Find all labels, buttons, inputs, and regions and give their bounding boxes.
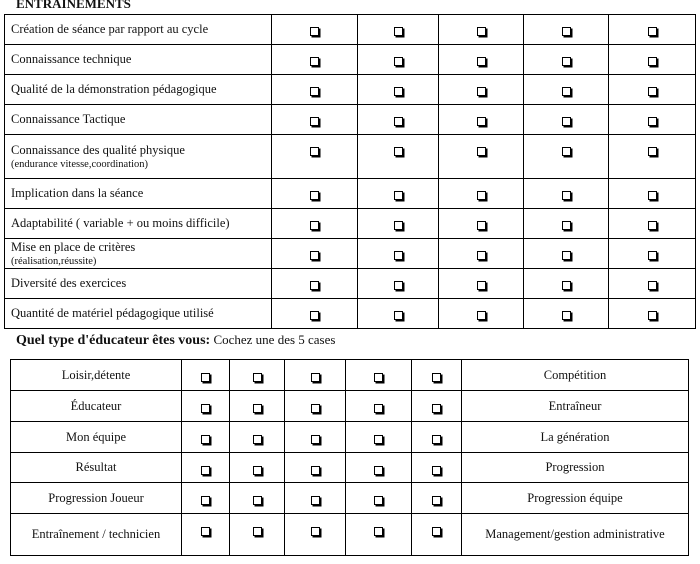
rating-cell xyxy=(439,105,524,135)
rating-cell xyxy=(272,135,358,179)
rating-cell xyxy=(358,209,439,239)
checkbox-icon[interactable] xyxy=(394,281,403,290)
educator-left-label: Mon équipe xyxy=(11,422,182,453)
criterion-detail: (réalisation,réussite) xyxy=(11,256,97,267)
checkbox-icon[interactable] xyxy=(394,221,403,230)
rating-cell xyxy=(272,299,358,329)
checkbox-icon[interactable] xyxy=(394,251,403,260)
criterion-label: Mise en place de critères xyxy=(11,240,136,254)
checkbox-icon[interactable] xyxy=(374,496,383,505)
checkbox-icon[interactable] xyxy=(201,496,210,505)
training-criterion xyxy=(5,105,272,135)
educator-right-label: La génération xyxy=(462,422,689,453)
checkbox-icon[interactable] xyxy=(432,373,441,382)
educator-type-table xyxy=(10,359,689,556)
rating-cell xyxy=(609,299,696,329)
choice-cell xyxy=(182,360,230,391)
rating-cell xyxy=(439,299,524,329)
rating-cell xyxy=(439,209,524,239)
rating-cell xyxy=(358,105,439,135)
rating-cell xyxy=(439,75,524,105)
checkbox-icon[interactable] xyxy=(311,435,320,444)
checkbox-icon[interactable] xyxy=(648,27,657,36)
rating-cell xyxy=(272,45,358,75)
choice-cell xyxy=(412,453,462,483)
criterion-label: Connaissance technique xyxy=(11,52,132,66)
rating-cell xyxy=(439,15,524,45)
rating-cell xyxy=(272,75,358,105)
checkbox-icon[interactable] xyxy=(562,221,571,230)
rating-cell xyxy=(439,239,524,269)
rating-cell xyxy=(524,269,609,299)
question-instruction: Cochez une des 5 cases xyxy=(210,332,336,347)
educator-left-label: Éducateur xyxy=(11,391,182,422)
choice-cell xyxy=(285,360,346,391)
educator-right-label: Management/gestion administrative xyxy=(462,514,689,556)
training-criterion xyxy=(5,269,272,299)
training-row xyxy=(5,105,696,135)
checkbox-icon[interactable] xyxy=(253,466,262,475)
choice-cell xyxy=(230,483,285,514)
training-criterion xyxy=(5,135,272,179)
rating-cell xyxy=(524,75,609,105)
checkbox-icon[interactable] xyxy=(477,87,486,96)
training-row xyxy=(5,75,696,105)
checkbox-icon[interactable] xyxy=(562,311,571,320)
checkbox-icon[interactable] xyxy=(394,27,403,36)
training-row xyxy=(5,15,696,45)
choice-cell xyxy=(346,453,412,483)
choice-cell xyxy=(230,360,285,391)
rating-cell xyxy=(609,105,696,135)
educator-left-label: Progression Joueur xyxy=(11,483,182,514)
rating-cell xyxy=(524,179,609,209)
checkbox-icon[interactable] xyxy=(648,117,657,126)
rating-cell xyxy=(609,239,696,269)
criterion-label: Connaissance des qualité physique xyxy=(11,143,185,157)
checkbox-icon[interactable] xyxy=(374,404,383,413)
training-row xyxy=(5,299,696,329)
rating-cell xyxy=(609,15,696,45)
choice-cell xyxy=(346,391,412,422)
checkbox-icon[interactable] xyxy=(394,191,403,200)
checkbox-icon[interactable] xyxy=(432,496,441,505)
checkbox-icon[interactable] xyxy=(374,527,383,536)
choice-cell xyxy=(230,391,285,422)
training-criterion xyxy=(5,75,272,105)
checkbox-icon[interactable] xyxy=(648,221,657,230)
rating-cell xyxy=(358,75,439,105)
rating-cell xyxy=(439,269,524,299)
checkbox-icon[interactable] xyxy=(477,221,486,230)
checkbox-icon[interactable] xyxy=(374,466,383,475)
rating-cell xyxy=(358,269,439,299)
choice-cell xyxy=(412,360,462,391)
choice-cell xyxy=(412,391,462,422)
rating-cell xyxy=(439,179,524,209)
checkbox-icon[interactable] xyxy=(477,251,486,260)
rating-cell xyxy=(272,15,358,45)
checkbox-icon[interactable] xyxy=(562,57,571,66)
training-criterion xyxy=(5,15,272,45)
choice-cell xyxy=(285,483,346,514)
rating-cell xyxy=(272,105,358,135)
rating-cell xyxy=(358,299,439,329)
checkbox-icon[interactable] xyxy=(310,27,319,36)
checkbox-icon[interactable] xyxy=(394,147,403,156)
checkbox-icon[interactable] xyxy=(432,466,441,475)
choice-cell xyxy=(285,453,346,483)
checkbox-icon[interactable] xyxy=(310,117,319,126)
checkbox-icon[interactable] xyxy=(562,191,571,200)
educator-question xyxy=(16,331,335,350)
training-row xyxy=(5,179,696,209)
checkbox-icon[interactable] xyxy=(311,527,320,536)
rating-cell xyxy=(358,15,439,45)
checkbox-icon[interactable] xyxy=(310,57,319,66)
checkbox-icon[interactable] xyxy=(394,57,403,66)
rating-cell xyxy=(609,269,696,299)
criterion-detail: (endurance vitesse,coordination) xyxy=(11,159,149,170)
rating-cell xyxy=(272,209,358,239)
rating-cell xyxy=(609,209,696,239)
training-criterion xyxy=(5,209,272,239)
checkbox-icon[interactable] xyxy=(562,147,571,156)
choice-cell xyxy=(182,422,230,453)
checkbox-icon[interactable] xyxy=(310,87,319,96)
criterion-label: Adaptabilité ( variable + ou moins difficile) xyxy=(11,216,230,230)
choice-cell xyxy=(412,483,462,514)
rating-cell xyxy=(358,45,439,75)
criterion-label: Connaissance Tactique xyxy=(11,112,126,126)
checkbox-icon[interactable] xyxy=(562,87,571,96)
criterion-label: Diversité des exercices xyxy=(11,276,127,290)
checkbox-icon[interactable] xyxy=(310,147,319,156)
checkbox-icon[interactable] xyxy=(201,466,210,475)
checkbox-icon[interactable] xyxy=(477,57,486,66)
criterion-label: Création de séance par rapport au cycle xyxy=(11,22,209,36)
checkbox-icon[interactable] xyxy=(477,311,486,320)
training-row xyxy=(5,135,696,179)
educator-right-label: Progression xyxy=(462,453,689,483)
checkbox-icon[interactable] xyxy=(311,404,320,413)
checkbox-icon[interactable] xyxy=(562,281,571,290)
criterion-label: Quantité de matériel pédagogique utilisé xyxy=(11,306,214,320)
choice-cell xyxy=(285,514,346,556)
training-criterion xyxy=(5,239,272,269)
rating-cell xyxy=(439,45,524,75)
checkbox-icon[interactable] xyxy=(311,496,320,505)
choice-cell xyxy=(230,422,285,453)
choice-cell xyxy=(182,514,230,556)
rating-cell xyxy=(358,179,439,209)
educator-right-label: Progression équipe xyxy=(462,483,689,514)
checkbox-icon[interactable] xyxy=(394,87,403,96)
training-criterion xyxy=(5,299,272,329)
choice-cell xyxy=(346,483,412,514)
question-text: Quel type d'éducateur êtes vous: xyxy=(16,333,211,348)
rating-cell xyxy=(272,179,358,209)
rating-cell xyxy=(524,299,609,329)
checkbox-icon[interactable] xyxy=(253,435,262,444)
choice-cell xyxy=(285,422,346,453)
criterion-label: Qualité de la démonstration pédagogique xyxy=(11,82,217,96)
checkbox-icon[interactable] xyxy=(310,221,319,230)
training-row xyxy=(5,239,696,269)
rating-cell xyxy=(609,75,696,105)
checkbox-icon[interactable] xyxy=(374,435,383,444)
rating-cell xyxy=(524,209,609,239)
choice-cell xyxy=(412,514,462,556)
choice-cell xyxy=(182,391,230,422)
checkbox-icon[interactable] xyxy=(310,251,319,260)
checkbox-icon[interactable] xyxy=(477,147,486,156)
educator-left-label: Résultat xyxy=(11,453,182,483)
rating-cell xyxy=(609,135,696,179)
rating-cell xyxy=(272,269,358,299)
checkbox-icon[interactable] xyxy=(432,527,441,536)
educator-row xyxy=(11,391,689,422)
checkbox-icon[interactable] xyxy=(311,373,320,382)
checkbox-icon[interactable] xyxy=(648,147,657,156)
checkbox-icon[interactable] xyxy=(310,311,319,320)
checkbox-icon[interactable] xyxy=(374,373,383,382)
checkbox-icon[interactable] xyxy=(477,27,486,36)
training-row xyxy=(5,269,696,299)
choice-cell xyxy=(182,483,230,514)
choice-cell xyxy=(182,453,230,483)
educator-row xyxy=(11,422,689,453)
choice-cell xyxy=(230,514,285,556)
checkbox-icon[interactable] xyxy=(201,435,210,444)
checkbox-icon[interactable] xyxy=(432,435,441,444)
educator-right-label: Compétition xyxy=(462,360,689,391)
checkbox-icon[interactable] xyxy=(394,311,403,320)
checkbox-icon[interactable] xyxy=(310,281,319,290)
rating-cell xyxy=(358,135,439,179)
rating-cell xyxy=(609,179,696,209)
rating-cell xyxy=(524,135,609,179)
rating-cell xyxy=(524,239,609,269)
checkbox-icon[interactable] xyxy=(562,27,571,36)
checkbox-icon[interactable] xyxy=(477,281,486,290)
checkbox-icon[interactable] xyxy=(253,496,262,505)
checkbox-icon[interactable] xyxy=(253,527,262,536)
rating-cell xyxy=(439,135,524,179)
checkbox-icon[interactable] xyxy=(477,191,486,200)
choice-cell xyxy=(285,391,346,422)
checkbox-icon[interactable] xyxy=(253,373,262,382)
checkbox-icon[interactable] xyxy=(648,281,657,290)
choice-cell xyxy=(346,514,412,556)
checkbox-icon[interactable] xyxy=(562,117,571,126)
training-row xyxy=(5,209,696,239)
checkbox-icon[interactable] xyxy=(648,57,657,66)
educator-row xyxy=(11,453,689,483)
rating-cell xyxy=(524,105,609,135)
checkbox-icon[interactable] xyxy=(311,466,320,475)
choice-cell xyxy=(346,422,412,453)
checkbox-icon[interactable] xyxy=(253,404,262,413)
checkbox-icon[interactable] xyxy=(648,191,657,200)
training-table xyxy=(4,14,696,329)
educator-left-label: Loisir,détente xyxy=(11,360,182,391)
training-criterion xyxy=(5,45,272,75)
checkbox-icon[interactable] xyxy=(648,251,657,260)
checkbox-icon[interactable] xyxy=(648,311,657,320)
checkbox-icon[interactable] xyxy=(432,404,441,413)
rating-cell xyxy=(358,239,439,269)
criterion-label: Implication dans la séance xyxy=(11,186,144,200)
training-criterion xyxy=(5,179,272,209)
checkbox-icon[interactable] xyxy=(310,191,319,200)
checkbox-icon[interactable] xyxy=(394,117,403,126)
checkbox-icon[interactable] xyxy=(477,117,486,126)
educator-left-label: Entraînement / technicien xyxy=(11,514,182,556)
checkbox-icon[interactable] xyxy=(201,404,210,413)
checkbox-icon[interactable] xyxy=(201,373,210,382)
choice-cell xyxy=(346,360,412,391)
educator-row xyxy=(11,483,689,514)
checkbox-icon[interactable] xyxy=(201,527,210,536)
educator-row xyxy=(11,514,689,556)
checkbox-icon[interactable] xyxy=(562,251,571,260)
choice-cell xyxy=(230,453,285,483)
educator-right-label: Entraîneur xyxy=(462,391,689,422)
rating-cell xyxy=(609,45,696,75)
educator-row xyxy=(11,360,689,391)
rating-cell xyxy=(524,15,609,45)
rating-cell xyxy=(524,45,609,75)
section-title: ENTRAINEMENTS xyxy=(16,0,131,11)
training-row xyxy=(5,45,696,75)
checkbox-icon[interactable] xyxy=(648,87,657,96)
rating-cell xyxy=(272,239,358,269)
choice-cell xyxy=(412,422,462,453)
